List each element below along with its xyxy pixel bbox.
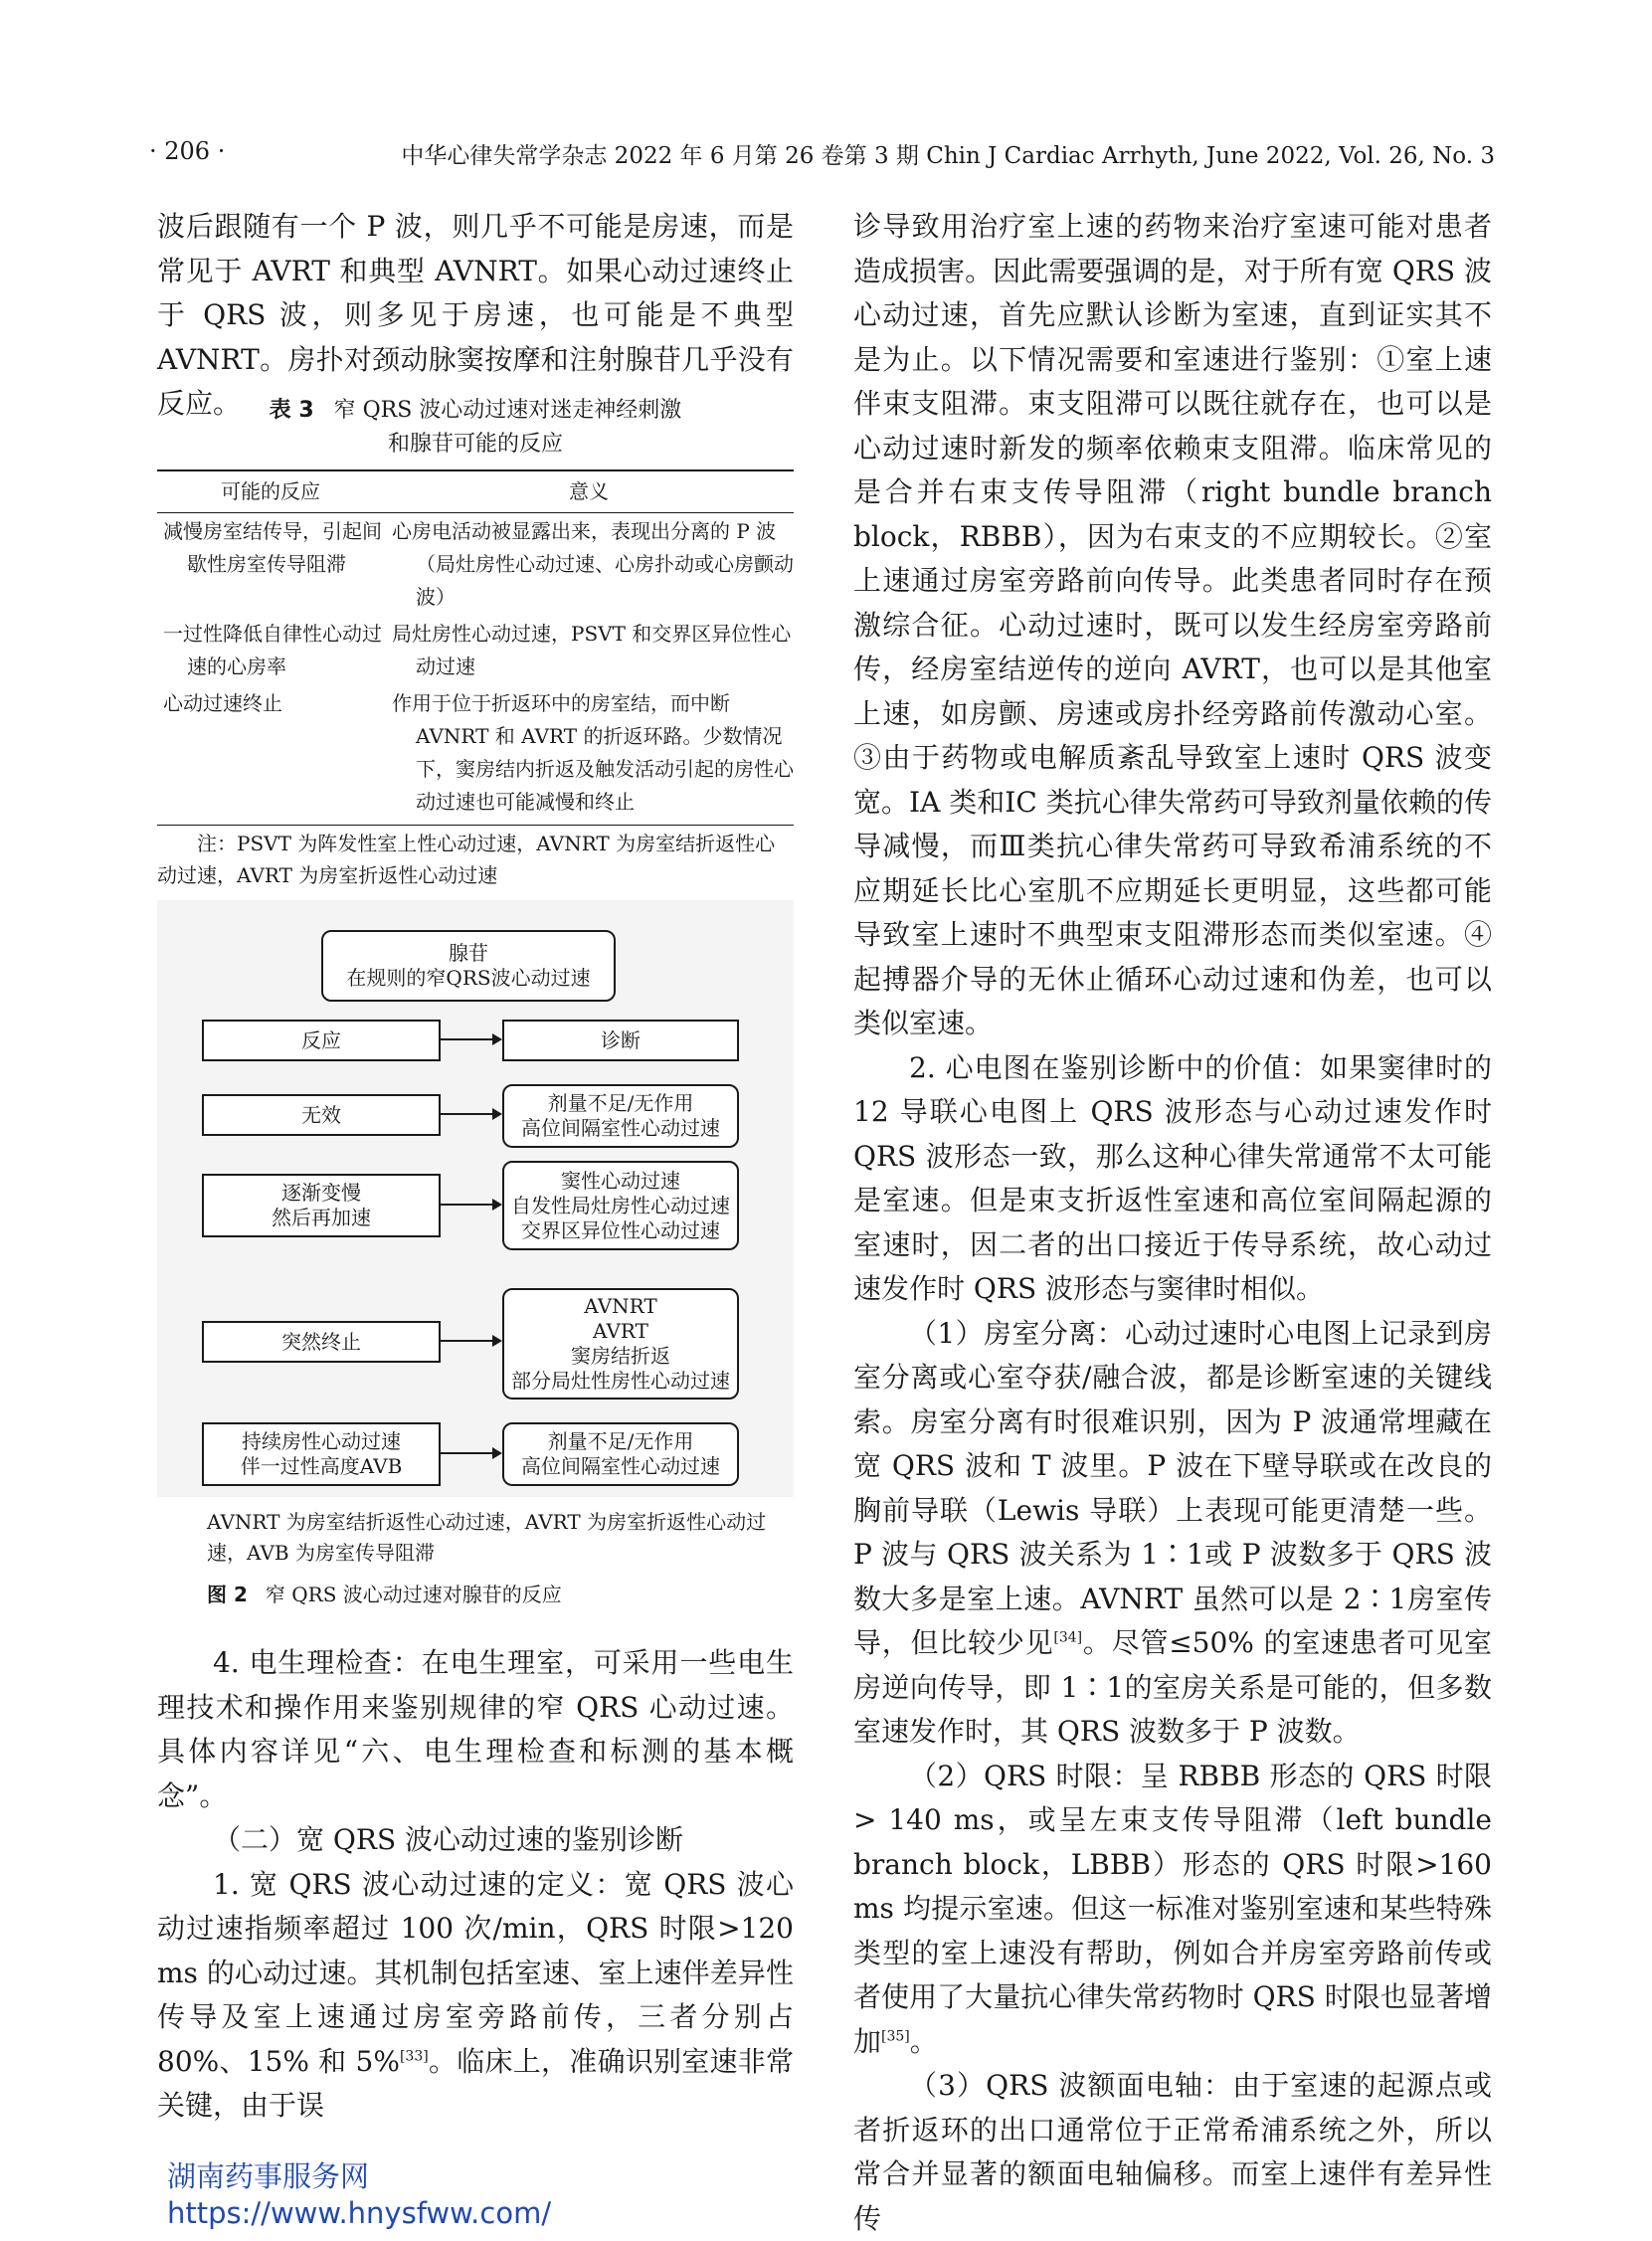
flow-left-box (202, 1422, 441, 1486)
flow-text: 诊断 (601, 1027, 641, 1052)
paragraph: （3）QRS 波额面电轴：由于室速的起源点或者折返环的出口通常位于正常希浦系统之外，所以常合并显著的额面电轴偏移。而室上速伴有差异性传 (853, 2069, 1492, 2235)
table-caption (157, 394, 794, 462)
flow-start-box (321, 930, 616, 1002)
flow-text: 部分局灶性房性心动过速 (511, 1369, 730, 1393)
flow-text: 腺苷 (449, 941, 488, 965)
table-header: 意义 (384, 470, 794, 513)
paragraph-text: （2）QRS 时限：呈 RBBB 形态的 QRS 时限> 140 ms，或呈左束支传导阻滞（left bundle branch block，LBBB）形态的 QRS 时限>160 ms 均提示室速。但这一标准对鉴别室速和某些特殊类型的室上速没有帮助，例如合并房室旁路前传或者使用了大量抗心律失常药物时 QRS 时限也显著增加 (853, 1759, 1492, 2058)
flow-left-box (202, 1321, 441, 1363)
flow-text: 反应 (301, 1027, 341, 1052)
table-3 (157, 469, 794, 826)
page-number: · 206 · (149, 137, 226, 165)
flow-text: 剂量不足/无作用 (547, 1091, 694, 1115)
flow-text: 在规则的窄QRS波心动过速 (346, 966, 591, 990)
flow-text: 自发性局灶房性心动过速 (511, 1193, 730, 1217)
flow-text: 然后再加速 (272, 1206, 371, 1229)
table-title-line2: 和腺苷可能的反应 (387, 432, 563, 457)
table-cell: 心房电活动被显露出来，表现出分离的 P 波（局灶房性心动过速、心房扑动或心房颤动波） (392, 519, 794, 609)
flow-right-box (502, 1020, 739, 1061)
watermark-site-name: 湖南药事服务网 (167, 2159, 370, 2193)
table-cell: 一过性降低自律性心动过速的心房率 (163, 622, 382, 678)
flow-text: 高位间隔室性心动过速 (521, 1454, 720, 1478)
flow-text: 无效 (301, 1102, 341, 1127)
arrow-right-icon (439, 1038, 500, 1040)
figure-label: 图 2 (207, 1583, 248, 1606)
citation: [35] (881, 2028, 910, 2045)
flow-text: 窦房结折返 (571, 1344, 670, 1368)
journal-running-head: 中华心律失常学杂志 2022 年 6 月第 26 卷第 3 期 Chin J Cardiac Arrhyth, June 2022, Vol. 26, No. 3 (401, 143, 1495, 169)
left-bottom-text (157, 1641, 794, 2129)
table-cell: 作用于位于折返环中的房室结，而中断 AVNRT 和 AVRT 的折返环路。少数情况下，窦房结内折返及触发活动引起的房性心动过速也可能减慢和终止 (392, 691, 794, 814)
figure-caption (207, 1579, 562, 1607)
paragraph-text: 。临床上，准确识别室速非常关键，由于误 (157, 2044, 794, 2122)
table-cell: 减慢房室结传导，引起间歇性房室传导阻滞 (163, 519, 382, 576)
arrow-right-icon (439, 1204, 500, 1206)
table-header: 可能的反应 (157, 470, 384, 513)
flow-right-box (502, 1084, 739, 1148)
flow-text: 伴一过性高度AVB (240, 1454, 403, 1478)
table-row (157, 616, 794, 685)
flow-text: AVNRT (584, 1294, 657, 1318)
flow-text: 高位间隔室性心动过速 (521, 1116, 720, 1140)
paragraph: 诊导致用治疗室上速的药物来治疗室速可能对患者造成损害。因此需要强调的是，对于所有宽 QRS 波心动过速，首先应默认诊断为室速，直到证实其不是为止。以下情况需要和室速进行鉴别：①室上速伴束支阻滞。束支阻滞可以既往就存在，也可以是心动过速时新发的频率依赖束支阻滞。临床常见的是合并右束支传导阻滞（right bundle branch block，RBBB），因为右束支的不应期较长。②室上速通过房室旁路前向传导。此类患者同时存在预激综合征。心动过速时，既可以发生经房室旁路前传，经房室结逆传的逆向 AVRT，也可以是其他室上速，如房颤、房速或房扑经旁路前传激动心室。③由于药物或电解质紊乱导致室上速时 QRS 波变宽。ⅠA 类和ⅠC 类抗心律失常药可导致剂量依赖的传导减慢，而Ⅲ类抗心律失常药可导致希浦系统的不应期延长比心室肌不应期延长更明显，这些都可能导致室上速时不典型束支阻滞形态而类似室速。④起搏器介导的无休止循环心动过速和伪差，也可以类似室速。 (853, 210, 1492, 1039)
paragraph: 波后跟随有一个 P 波，则几乎不可能是房速，而是常见于 AVRT 和典型 AVNRT。如果心动过速终止于 QRS 波，则多见于房速，也可能是不典型 AVNRT。房扑对颈动脉窦按摩和注射腺苷几乎没有反应。 (157, 210, 794, 420)
paragraph (853, 1312, 1492, 1755)
paragraph-text: 。尽管≤50% 的室速患者可见室房逆向传导，即 1∶1的室房关系是可能的，但多数室速发作时，其 QRS 波数多于 P 波数。 (853, 1626, 1492, 1748)
section-heading: （二）宽 QRS 波心动过速的鉴别诊断 (213, 1823, 684, 1856)
figure-2-flowchart (157, 900, 794, 1497)
flow-right-box (502, 1422, 739, 1486)
flow-text: 交界区异位性心动过速 (521, 1217, 720, 1242)
citation: [33] (399, 2048, 429, 2065)
flow-text: 窦性心动过速 (561, 1168, 680, 1193)
table-cell: 心动过速终止 (163, 691, 282, 715)
right-column-text (853, 205, 1492, 2241)
table-title-line1: 窄 QRS 波心动过速对迷走神经刺激 (333, 398, 682, 423)
paragraph-text: （1）房室分离：心动过速时心电图上记录到房室分离或心室夺获/融合波，都是诊断室速的关键线索。房室分离有时很难识别，因为 P 波通常埋藏在宽 QRS 波和 T 波里。P 波在下壁导联或在改良的胸前导联（Lewis 导联）上表现可能更清楚一些。P 波与 QRS 波关系为 1∶1或 P 波数多于 QRS 波数大多是室上速。AVNRT 虽然可以是 2∶1房室传导，但比较少见 (853, 1316, 1492, 1659)
paragraph: 2. 心电图在鉴别诊断中的价值：如果窦律时的 12 导联心电图上 QRS 波形态与心动过速发作时 QRS 波形态一致，那么这种心律失常通常不太可能是室速。但是束支折返性室速和高位室间隔起源的室速时，因二者的出口接近于传导系统，故心动过速发作时 QRS 波形态与窦律时相似。 (853, 1050, 1492, 1305)
flow-text: AVRT (593, 1319, 648, 1343)
paragraph: 4. 电生理检查：在电生理室，可采用一些电生理技术和操作用来鉴别规律的窄 QRS 心动过速。具体内容详见“六、电生理检查和标测的基本概念”。 (157, 1646, 794, 1812)
table-cell: 局灶房性心动过速，PSVT 和交界区异位性心动过速 (392, 622, 792, 678)
flow-right-box (502, 1161, 739, 1250)
table-label: 表 3 (269, 398, 314, 423)
arrow-right-icon (439, 1452, 500, 1454)
flow-text: 逐渐变慢 (281, 1181, 361, 1205)
watermark-url[interactable]: https://www.hnysfww.com/ (167, 2196, 552, 2230)
arrow-right-icon (439, 1113, 500, 1115)
paragraph (157, 1863, 794, 2129)
table-note: 注：PSVT 为阵发性室上性心动过速，AVNRT 为房室结折返性心动过速，AVRT 为房室折返性心动过速 (157, 832, 776, 887)
flow-right-box (502, 1288, 739, 1400)
flow-left-box (202, 1094, 441, 1136)
flow-text: 突然终止 (281, 1329, 361, 1354)
table-row (157, 685, 794, 826)
flow-left-box (202, 1020, 441, 1061)
arrow-right-icon (439, 1340, 500, 1342)
figure-caption-text: 窄 QRS 波心动过速对腺苷的反应 (265, 1583, 562, 1606)
paragraph-text: 1. 宽 QRS 波心动过速的定义：宽 QRS 波心动过速指频率超过 100 次/min，QRS 时限>120 ms 的心动过速。其机制包括室速、室上速伴差异性传导及室上速通过房室旁路前传，三者分别占 80%、15% 和 5% (157, 1867, 794, 2078)
table-row (157, 513, 794, 617)
watermark (167, 2158, 551, 2232)
paragraph-text: 。 (909, 2024, 938, 2058)
flow-left-box (202, 1174, 441, 1237)
paragraph (853, 1755, 1492, 2065)
citation: [34] (1053, 1629, 1083, 1646)
flow-text: 剂量不足/无作用 (547, 1429, 694, 1453)
figure-note: AVNRT 为房室结折返性心动过速，AVRT 为房室折返性心动过速，AVB 为房室传导阻滞 (207, 1510, 767, 1565)
flow-text: 持续房性心动过速 (242, 1429, 401, 1453)
